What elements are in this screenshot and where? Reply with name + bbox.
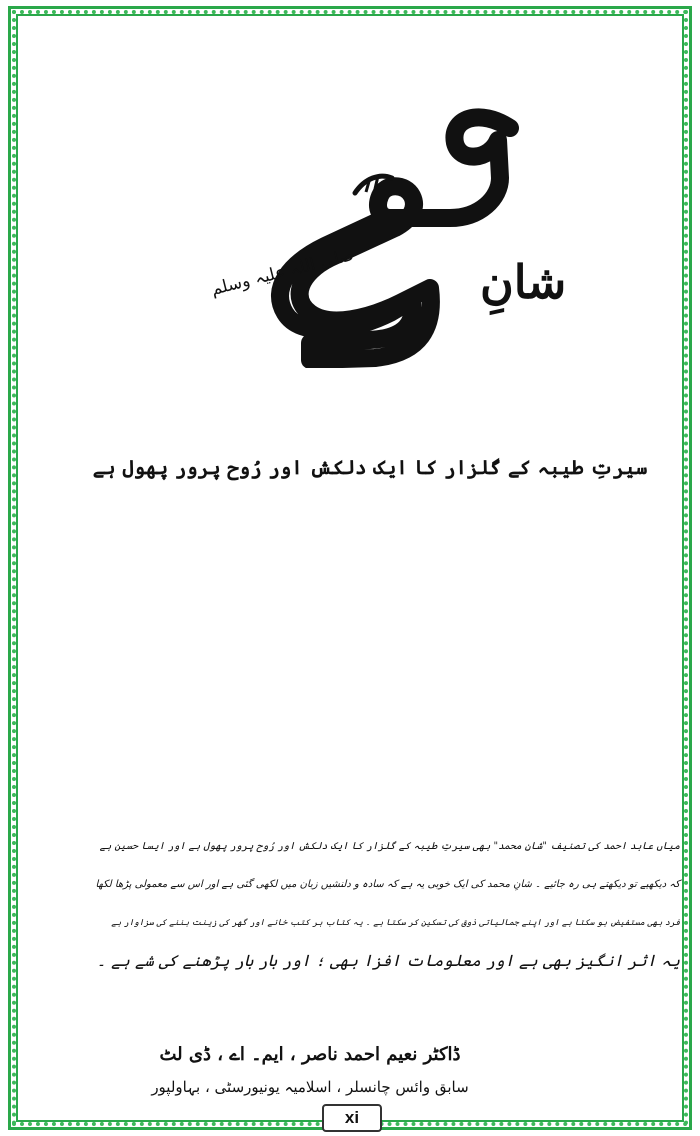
paragraph-line: کہ دیکھیے تو دیکھتے ہی رہ جائیے ۔ شانِ محمد کی ایک خوبی یہ ہے کہ سادہ و دلنشیں زبان میں لکھی گئی ہے اور اس سے معمولی پڑھا لکھا <box>95 879 680 890</box>
title-prefix: شانِ <box>480 255 567 309</box>
foreword-paragraph <box>80 828 680 980</box>
page-content <box>30 28 680 1096</box>
signature-name: ڈاکٹر نعیم احمد ناصر ، ایم۔ اے ، ڈی لٹ <box>159 1044 461 1065</box>
title-honorific: صلی اللہ علیہ وسلم <box>209 245 356 300</box>
paragraph-line: یہ اثر انگیز بھی ہے اور معلومات افزا بھی ؛ اور بار بار پڑھنے کی شے ہے ۔ <box>96 951 680 970</box>
page-number: xi <box>322 1104 382 1132</box>
signature-title: سابق وائس چانسلر ، اسلامیہ یونیورسٹی ، بہاولپور <box>151 1078 469 1096</box>
headline: سیرتِ طیبہ کے گلزار کا ایک دلکش اور رُوح پرور پھول ہے <box>92 456 648 479</box>
title-calligraphy <box>180 68 580 368</box>
paragraph-line: فرد بھی مستفیض ہو سکتا ہے اور اپنے جمالیاتی ذوق کی تسکین کر سکتا ہے ۔ یہ کتاب ہر کتب خانے اور گھر کی زینت بننے کی سزاوار ہے <box>111 918 680 928</box>
paragraph-line: میاں عابد احمد کی تصنیف "شانِ محمد" بھی سیرتِ طیبہ کے گلزار کا ایک دلکش اور رُوح پرور پھول ہے اور ایسا حسین ہے <box>99 841 680 852</box>
